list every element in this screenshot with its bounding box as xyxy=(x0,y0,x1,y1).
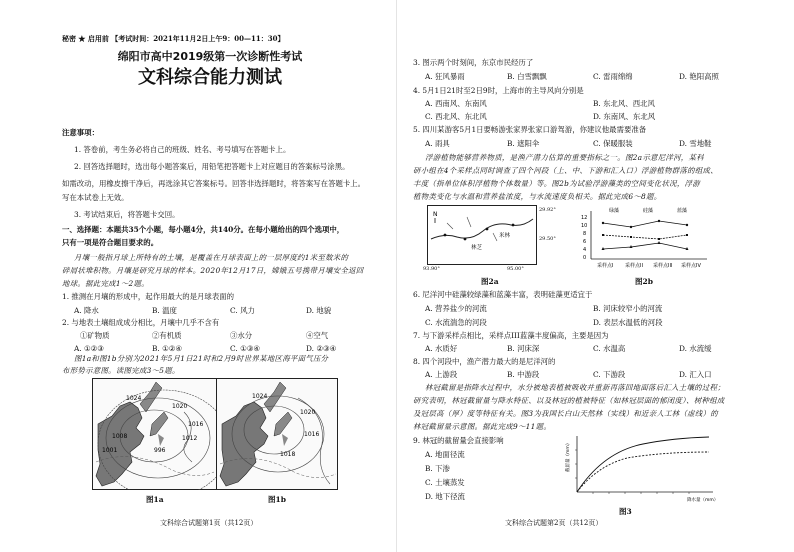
q2-option-a: A. ①②③ xyxy=(74,344,104,353)
passage-line: 植物类变化与水温和营养盐浓度，与水流速度负相关。据此完成6～8题。 xyxy=(413,192,662,201)
isobar-label: 1012 xyxy=(182,435,198,442)
exam-header: 秘密 ★ 启用前 【考试时间：2021年11月2日上午9：00—11：30】 xyxy=(62,34,285,43)
q8-option-b: B. 中游段 xyxy=(507,370,540,379)
isobar-label: 996 xyxy=(154,447,166,454)
question-6-stem: 6. 尼洋河中硅藻较绿藻和蓝藻丰富，表明硅藻更适宜于 xyxy=(413,290,593,299)
question-8-stem: 8. 四个河段中，渔产潜力最大的是尼洋河的 xyxy=(413,357,556,366)
isobar-label: 1016 xyxy=(304,431,320,438)
q2-item: ②有机质 xyxy=(152,331,182,340)
isobar-label: 1018 xyxy=(280,451,296,458)
page-footer: 文科综合试题第1页（共12页） xyxy=(160,519,258,527)
longitude-label: 95.00° xyxy=(507,266,524,272)
figure-2a-caption: 图2a xyxy=(481,277,499,286)
exam-title: 文科综合能力测试 xyxy=(138,67,282,88)
q2-item: ③水分 xyxy=(230,331,253,340)
q1-option-c: C. 风力 xyxy=(230,306,255,315)
q3-option-b: B. 白雪飘飘 xyxy=(507,72,547,81)
note-line: 2. 回答选择题时，选出每小题答案后，用铅笔把答题卡上对应题目的答案标号涂黑。 xyxy=(74,162,350,171)
q2-item: ①矿物质 xyxy=(80,331,110,340)
q4-option-b: B. 东北风、西北风 xyxy=(593,99,655,108)
q9-option-a: A. 地面径流 xyxy=(425,450,465,459)
legend-label: 蓝藻 xyxy=(677,208,688,214)
passage-line: 地球。据此完成1～2题。 xyxy=(62,279,149,288)
q8-option-d: D. 汇入口 xyxy=(679,370,712,379)
question-2-stem: 2. 与地表土壤组成成分相比，月壤中几乎不含有 xyxy=(62,318,220,327)
q4-option-d: D. 东南风、东北风 xyxy=(593,112,656,121)
q5-option-c: C. 保暖服装 xyxy=(593,139,633,148)
q9-option-c: C. 土壤蒸发 xyxy=(425,478,465,487)
place-label: 林芝 xyxy=(471,245,483,251)
isobar-label: 1020 xyxy=(172,403,188,410)
question-1-stem: 1. 推测在月壤的形成中，起作用最大的是月球表面的 xyxy=(62,292,234,301)
q2-option-c: C. ①③④ xyxy=(230,344,260,353)
figure-2b-caption: 图2b xyxy=(635,277,653,286)
note-line: 写在本试卷上无效。 xyxy=(62,193,129,202)
q6-option-a: A. 营养盐少的河流 xyxy=(425,304,487,313)
passage-line: 月壤一般指月球上所特有的土壤，是覆盖在月球表面上的一层厚度约1米至数米的 xyxy=(74,253,349,262)
passage-line: 林冠截留是指降水过程中，水分被地表植被吸收并重新再落回地面落后汇入土壤的过程； xyxy=(425,383,725,392)
figure-1a-caption: 图1a xyxy=(146,495,164,504)
q8-option-a: A. 上游段 xyxy=(425,370,458,379)
question-9-stem: 9. 林冠的截留量会直接影响 xyxy=(413,436,504,445)
isobar-label: 1001 xyxy=(102,447,118,454)
figure-2a-map xyxy=(427,205,537,265)
q1-option-d: D. 地貌 xyxy=(306,306,332,315)
q3-option-d: D. 艳阳高照 xyxy=(679,72,719,81)
figure-1b-map xyxy=(216,378,338,490)
q5-option-d: D. 雪地鞋 xyxy=(679,139,712,148)
q5-option-b: B. 遮阳伞 xyxy=(507,139,540,148)
figure-2b-chart xyxy=(573,205,713,271)
q6-option-b: B. 河床较窄小的河流 xyxy=(593,304,663,313)
isobar-label: 1024 xyxy=(126,395,142,402)
figure-1b-caption: 图1b xyxy=(268,495,286,504)
passage-line: 及冠层高（厚）度等特征有关。图3为我国长白山天然林（实线）和近亲人工林（虚线）的 xyxy=(413,409,718,418)
q8-option-c: C. 下游段 xyxy=(593,370,626,379)
y-tick-label: 10 xyxy=(581,223,588,229)
passage-line: 碎屑状堆积物。月壤是研究月球的样本。2020年12月17日，嫦娥五号携带月壤安全返回 xyxy=(62,266,364,275)
x-tick-label: 采样点I xyxy=(597,263,614,269)
place-label: 米林 xyxy=(499,233,511,239)
passage-line: 图1a和图1b分别为2021年5月1日21时和2月9时世界某地区海平面气压分 xyxy=(74,354,329,363)
q6-option-d: D. 表层水温低的河段 xyxy=(593,318,663,327)
q1-option-b: B. 温度 xyxy=(152,306,177,315)
exam-school-line: 绵阳市高中2019级第一次诊断性考试 xyxy=(117,50,303,63)
y-tick-label: 8 xyxy=(583,231,587,237)
y-tick-label: 6 xyxy=(583,239,587,245)
q7-option-a: A. 水质好 xyxy=(425,344,458,353)
y-axis-label: 截留量（mm） xyxy=(566,440,571,472)
latitude-label: 29.92° xyxy=(539,207,556,213)
q6-option-c: C. 水流湍急的河段 xyxy=(425,318,487,327)
q9-option-d: D. 地下径流 xyxy=(425,492,465,501)
x-tick-label: 采样点III xyxy=(653,263,673,269)
isobar-label: 1008 xyxy=(112,433,128,440)
isobar-label: 1020 xyxy=(300,409,316,416)
note-line: 如需改动，用橡皮擦干净后，再选涂其它答案标号。回答非选择题时，将答案写在答题卡上。 xyxy=(62,179,366,188)
right-page xyxy=(397,0,794,552)
legend-label: 硅藻 xyxy=(643,208,654,214)
page-footer: 文科综合试题第2页（共12页） xyxy=(505,519,603,527)
section-heading: 只有一项是符合题目要求的。 xyxy=(62,238,159,247)
question-4-stem: 4. 5月1日21时至2日9时，上海市的主导风向分别是 xyxy=(413,86,584,95)
north-arrow-label: N xyxy=(433,211,438,218)
passage-line: 浮游植物能够营养物质，是渔产潜力估算的重要指标之一。图2a示意尼洋河，某科 xyxy=(425,153,704,162)
q7-option-c: C. 水温高 xyxy=(593,344,626,353)
passage-line: 布形势示意图。读图完成3～5题。 xyxy=(62,366,180,375)
q2-option-d: D. ②③④ xyxy=(306,344,337,353)
passage-line: 研小组在4个采样点同时调查了四个河段（上、中、下游和汇入口）浮游植物群落的组成、 xyxy=(413,166,718,175)
q5-option-a: A. 雨具 xyxy=(425,139,450,148)
question-3-stem: 3. 图示两个时刻间，东京市民经历了 xyxy=(413,58,534,67)
note-line: 3. 考试结束后，将答题卡交回。 xyxy=(74,210,180,219)
question-7-stem: 7. 与下游采样点相比，采样点III蓝藻丰度偏高，主要是因为 xyxy=(413,331,609,340)
q3-option-a: A. 狂风暴雨 xyxy=(425,72,465,81)
x-tick-label: 采样点IV xyxy=(681,263,701,269)
q7-option-b: B. 河床深 xyxy=(507,344,540,353)
q4-option-c: C. 西北风、东北风 xyxy=(425,112,487,121)
y-tick-label: 12 xyxy=(581,215,588,221)
passage-line: 丰度（指单位体积浮植物个体数量）等。图2b为试验浮游藻类的空间变化状况，浮游 xyxy=(413,179,700,188)
legend-label: 绿藻 xyxy=(609,208,620,214)
figure-1a-map xyxy=(92,378,217,490)
q1-option-a: A. 降水 xyxy=(74,306,99,315)
isobar-label: 1016 xyxy=(188,421,204,428)
q2-option-b: B. ①②④ xyxy=(152,344,183,353)
section-heading: 一、选择题：本题共35个小题，每小题4分，共140分。在每小题给出的四个选项中， xyxy=(62,225,345,234)
note-line: 1. 答卷前，考生务必将自己的班级、姓名、考号填写在答题卡上。 xyxy=(74,145,291,154)
q7-option-d: D. 水流缓 xyxy=(679,344,712,353)
q3-option-c: C. 雷雨绵绵 xyxy=(593,72,633,81)
figure-3-chart xyxy=(563,432,719,504)
y-tick-label: 0 xyxy=(583,255,587,261)
figure-3-caption: 图3 xyxy=(619,507,632,516)
q2-item: ④空气 xyxy=(306,331,329,340)
passage-line: 林冠截留量示意图。据此完成9～11题。 xyxy=(413,422,552,431)
notes-title: 注意事项： xyxy=(62,128,99,137)
q9-option-b: B. 下渗 xyxy=(425,464,450,473)
isobar-label: 1024 xyxy=(252,393,268,400)
longitude-label: 93.90° xyxy=(423,266,440,272)
latitude-label: 29.50° xyxy=(539,236,556,242)
x-tick-label: 采样点II xyxy=(625,263,643,269)
x-axis-label: 降水量（mm） xyxy=(687,498,719,503)
q4-option-a: A. 西南风、东南风 xyxy=(425,99,487,108)
y-tick-label: 4 xyxy=(583,247,587,253)
question-5-stem: 5. 四川某游客5月1日要畅游张家界张家口游驾游，你建议他最需要准备 xyxy=(413,125,647,134)
passage-line: 研究表明，林冠截留量与降水特征、以及林冠的植被特征（如林冠层面的郁闭度）、树种组成 xyxy=(413,396,725,405)
